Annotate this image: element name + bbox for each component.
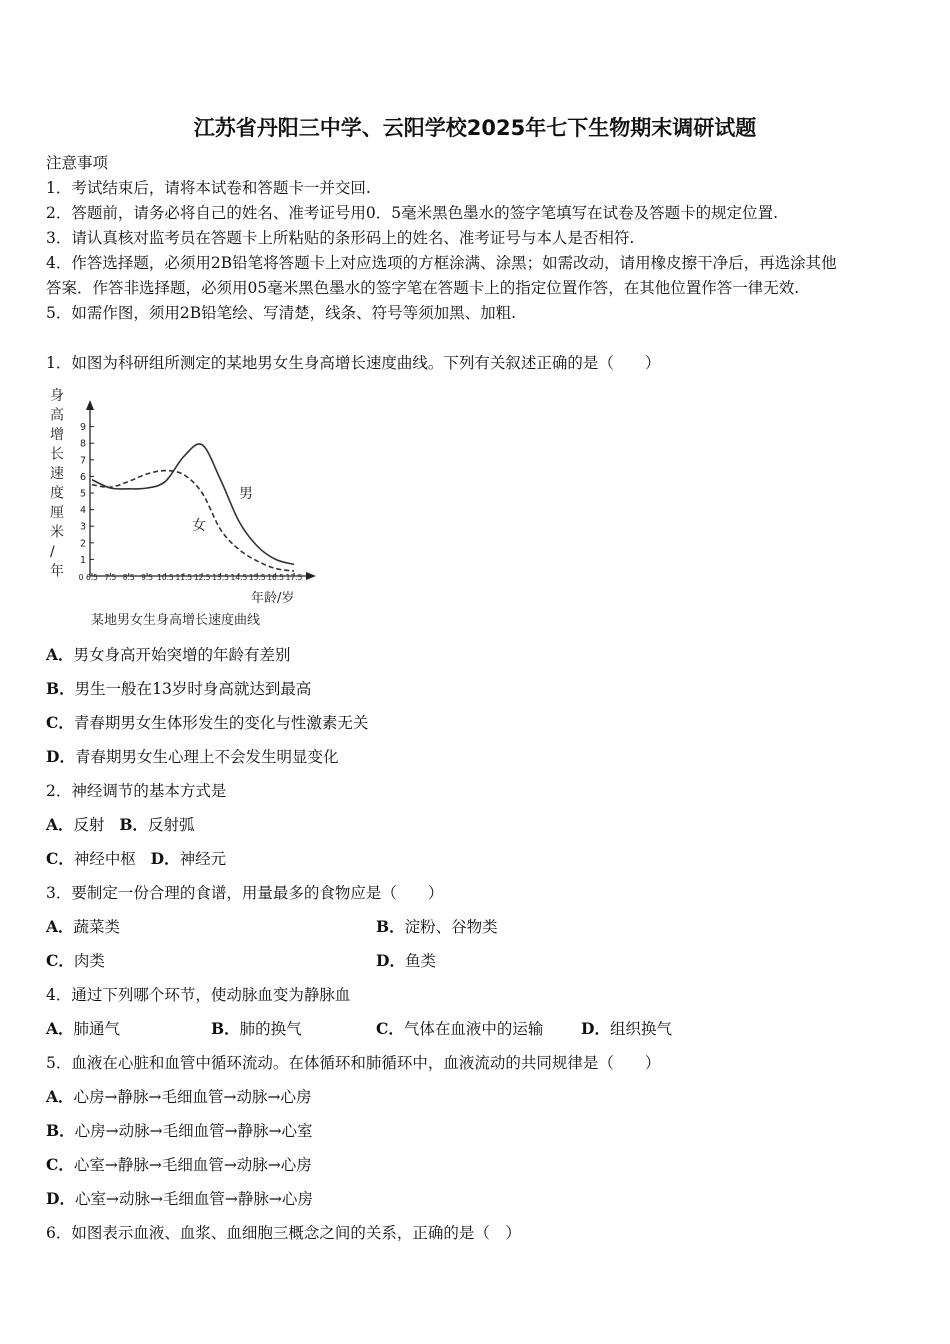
y-axis-label-char: / [50,544,55,560]
q3-stem: 3．要制定一份合理的食谱，用量最多的食物应是（ ） [46,884,444,902]
q5-option-d: D．心室→动脉→毛细血管→静脉→心房 [46,1189,313,1208]
q1-stem: 1．如图为科研组所测定的某地男女生身高增长速度曲线。下列有关叙述正确的是（ ） [46,354,661,372]
y-tick-label: 5 [79,488,86,500]
y-axis-label-char: 增 [50,427,64,443]
x-tick-label: 17.5 [285,573,303,582]
q4-option-b: B．肺的换气 [211,1019,302,1038]
q1-option-c: C．青春期男女生体形发生的变化与性激素无关 [46,713,369,732]
x-tick-label: 12.5 [193,573,211,582]
q5-option-a: A．心房→静脉→毛细血管→动脉→心房 [46,1087,312,1106]
y-axis-label-char: 米 [50,524,64,541]
q5-stem: 5．血液在心脏和血管中循环流动。在体循环和肺循环中，血液流动的共同规律是（ ） [46,1054,661,1072]
y-axis-label-char: 年 [50,563,64,580]
y-tick-label: 3 [79,521,86,533]
q6-stem: 6．如图表示血液、血浆、血细胞三概念之间的关系，正确的是（ ） [46,1224,521,1242]
note-item: 5．如需作图，须用2B铅笔绘、写清楚，线条、符号等须加黑、加粗. [46,304,517,322]
x-tick-label: 14.5 [230,573,248,582]
y-axis-label-char: 厘 [50,505,64,521]
note-item: 答案．作答非选择题，必须用05毫米黑色墨水的签字笔在答题卡上的指定位置作答，在其他位置作答一律无效. [46,279,800,297]
x-tick-label: 9.5 [141,573,154,582]
x-tick-label: 13.5 [212,573,229,582]
q1-option-b: B．男生一般在13岁时身高就达到最高 [46,679,312,698]
q4-option-a: A．肺通气 [46,1019,121,1038]
y-tick-label: 7 [79,455,86,467]
y-tick-label: 4 [79,505,86,517]
x-tick-label: 7.5 [104,573,117,582]
note-item: 1．考试结束后，请将本试卷和答题卡一并交回. [46,179,371,197]
series-label-boy: 男 [239,486,253,502]
x-tick-label: 10.5 [157,573,174,582]
series-label-girl: 女 [192,518,206,534]
note-item: 4．作答选择题，必须用2B铅笔将答题卡上对应选项的方框涂满、涂黑；如需改动，请用橡皮擦干净后，再选涂其他 [46,254,837,272]
note-item: 2．答题前，请务必将自己的姓名、准考证号用0．5毫米黑色墨水的签字笔填写在试卷及答题卡的规定位置. [46,204,779,222]
y-axis-arrow [86,400,94,410]
q2-stem: 2．神经调节的基本方式是 [46,782,227,800]
x-axis-arrow [306,572,316,580]
chart-caption: 某地男女生身高增长速度曲线 [91,613,261,628]
series-line-boy [92,444,294,564]
q4-option-c: C．气体在血液中的运输 [376,1019,544,1038]
y-tick-label: 1 [79,554,86,566]
q4-option-d: D．组织换气 [581,1019,672,1038]
q3-option-c: C．肉类 [46,951,105,970]
note-item: 3．请认真核对监考员在答题卡上所粘贴的条形码上的姓名、准考证号与本人是否相符. [46,229,635,247]
x-tick-label: 16.5 [267,573,284,582]
x-tick-label: 8.5 [122,573,135,582]
x-tick-label: 6.5 [86,573,98,582]
y-tick-label: 9 [79,422,86,434]
q1-option-d: D．青春期男女生心理上不会发生明显变化 [46,747,339,766]
page-title: 江苏省丹阳三中学、云阳学校2025年七下生物期末调研试题 [193,116,757,140]
x-tick-label: 11.5 [175,573,193,582]
growth-chart [40,380,340,632]
y-tick-label: 2 [79,538,86,550]
y-axis-label-char: 高 [50,407,64,424]
x-tick-label: 15.5 [248,573,266,582]
x-tick-label: 0 [78,573,84,582]
q1-option-a: A．男女身高开始突增的年龄有差别 [46,645,291,664]
q3-option-b: B．淀粉、谷物类 [376,917,498,936]
y-axis-label-char: 长 [50,446,64,463]
y-tick-label: 6 [79,471,86,483]
q3-option-a: A．蔬菜类 [46,917,121,936]
y-tick-label: 8 [79,438,86,450]
q5-option-b: B．心房→动脉→毛细血管→静脉→心室 [46,1121,313,1140]
x-axis-label: 年龄/岁 [251,591,295,606]
q5-option-c: C．心室→静脉→毛细血管→动脉→心房 [46,1155,312,1174]
notes-heading: 注意事项 [46,154,109,172]
q2-options-row1: A．反射 B．反射弧 [46,815,195,834]
y-axis-label-char: 身 [50,388,64,404]
q4-stem: 4．通过下列哪个环节，使动脉血变为静脉血 [46,986,351,1004]
q3-option-d: D．鱼类 [376,951,436,970]
y-axis-label-char: 速 [50,466,64,482]
y-axis-label-char: 度 [50,485,64,502]
q2-options-row2: C．神经中枢 D．神经元 [46,849,227,868]
